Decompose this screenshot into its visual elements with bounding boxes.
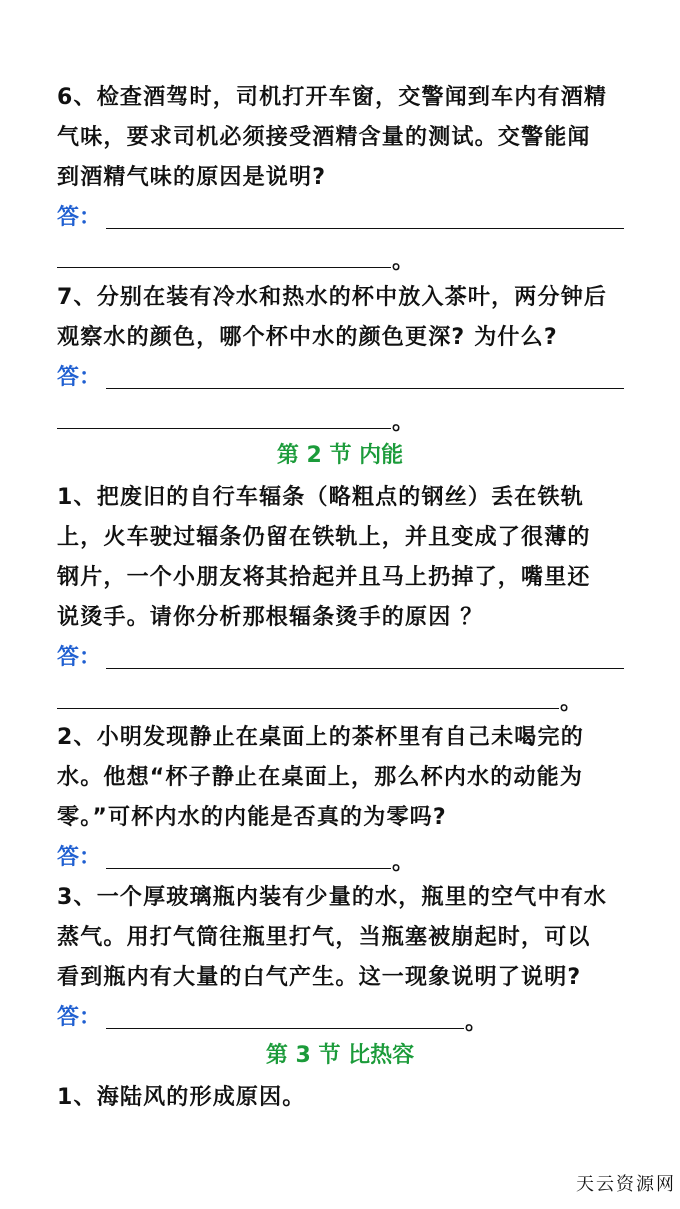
- s2-question-3-line-2: 蒸气。用打气筒往瓶里打气，当瓶塞被崩起时，可以: [57, 925, 591, 950]
- s2-question-1-end-mark: 。: [560, 690, 583, 715]
- question-6-line-3: 到酒精气味的原因是说明?: [57, 165, 327, 190]
- s2-question-1-line-1: 1、把废旧的自行车辐条（略粗点的钢丝）丢在铁轨: [57, 485, 584, 510]
- s2-question-1-line-3: 钢片，一个小朋友将其拾起并且马上扔掉了，嘴里还: [57, 565, 591, 590]
- s2-question-2-line-3: 零。”可杯内水的内能是否真的为零吗?: [57, 805, 447, 830]
- question-7-line-1: 7、分别在装有冷水和热水的杯中放入茶叶，两分钟后: [57, 285, 608, 310]
- question-6-answer-blank-1: [106, 228, 624, 229]
- s2-question-2-line-2: 水。他想“杯子静止在桌面上，那么杯内水的动能为: [57, 765, 584, 790]
- s2-question-3-end-mark: 。: [465, 1010, 488, 1035]
- s2-question-3-answer-label: 答：: [57, 1005, 102, 1030]
- s2-question-3-line-1: 3、一个厚玻璃瓶内装有少量的水，瓶里的空气中有水: [57, 885, 608, 910]
- question-6-line-1: 6、检查酒驾时，司机打开车窗，交警闻到车内有酒精: [57, 85, 608, 110]
- section-3-heading: 第 3 节 比热容: [265, 1043, 415, 1068]
- question-7-end-mark: 。: [392, 410, 415, 435]
- question-6-end-mark: 。: [392, 249, 415, 274]
- s2-question-1-answer-blank-2: [57, 708, 559, 709]
- s2-question-1-line-4: 说烫手。请你分析那根辐条烫手的原因 ？: [57, 605, 484, 630]
- s2-question-3-line-3: 看到瓶内有大量的白气产生。这一现象说明了说明?: [57, 965, 582, 990]
- s2-question-1-answer-blank-1: [106, 668, 624, 669]
- question-6-answer-blank-2: [57, 267, 391, 268]
- s2-question-1-answer-label: 答：: [57, 645, 102, 670]
- s3-question-1-line-1: 1、海陆风的形成原因。: [57, 1085, 306, 1110]
- question-7-answer-blank-2: [57, 428, 391, 429]
- question-6-answer-label: 答：: [57, 205, 102, 230]
- s2-question-2-end-mark: 。: [392, 850, 415, 875]
- question-6-line-2: 气味，要求司机必须接受酒精含量的测试。交警能闻: [57, 125, 591, 150]
- section-2-heading: 第 2 节 内能: [276, 443, 404, 468]
- watermark-text: 天云资源网: [576, 1174, 676, 1195]
- s2-question-3-answer-blank: [106, 1028, 464, 1029]
- s2-question-2-line-1: 2、小明发现静止在桌面上的茶杯里有自己未喝完的: [57, 725, 584, 750]
- s2-question-2-answer-blank: [106, 868, 391, 869]
- s2-question-2-answer-label: 答：: [57, 845, 102, 870]
- s2-question-1-line-2: 上，火车驶过辐条仍留在铁轨上，并且变成了很薄的: [57, 525, 591, 550]
- question-7-line-2: 观察水的颜色，哪个杯中水的颜色更深? 为什么?: [57, 325, 558, 350]
- question-7-answer-label: 答：: [57, 365, 102, 390]
- question-7-answer-blank-1: [106, 388, 624, 389]
